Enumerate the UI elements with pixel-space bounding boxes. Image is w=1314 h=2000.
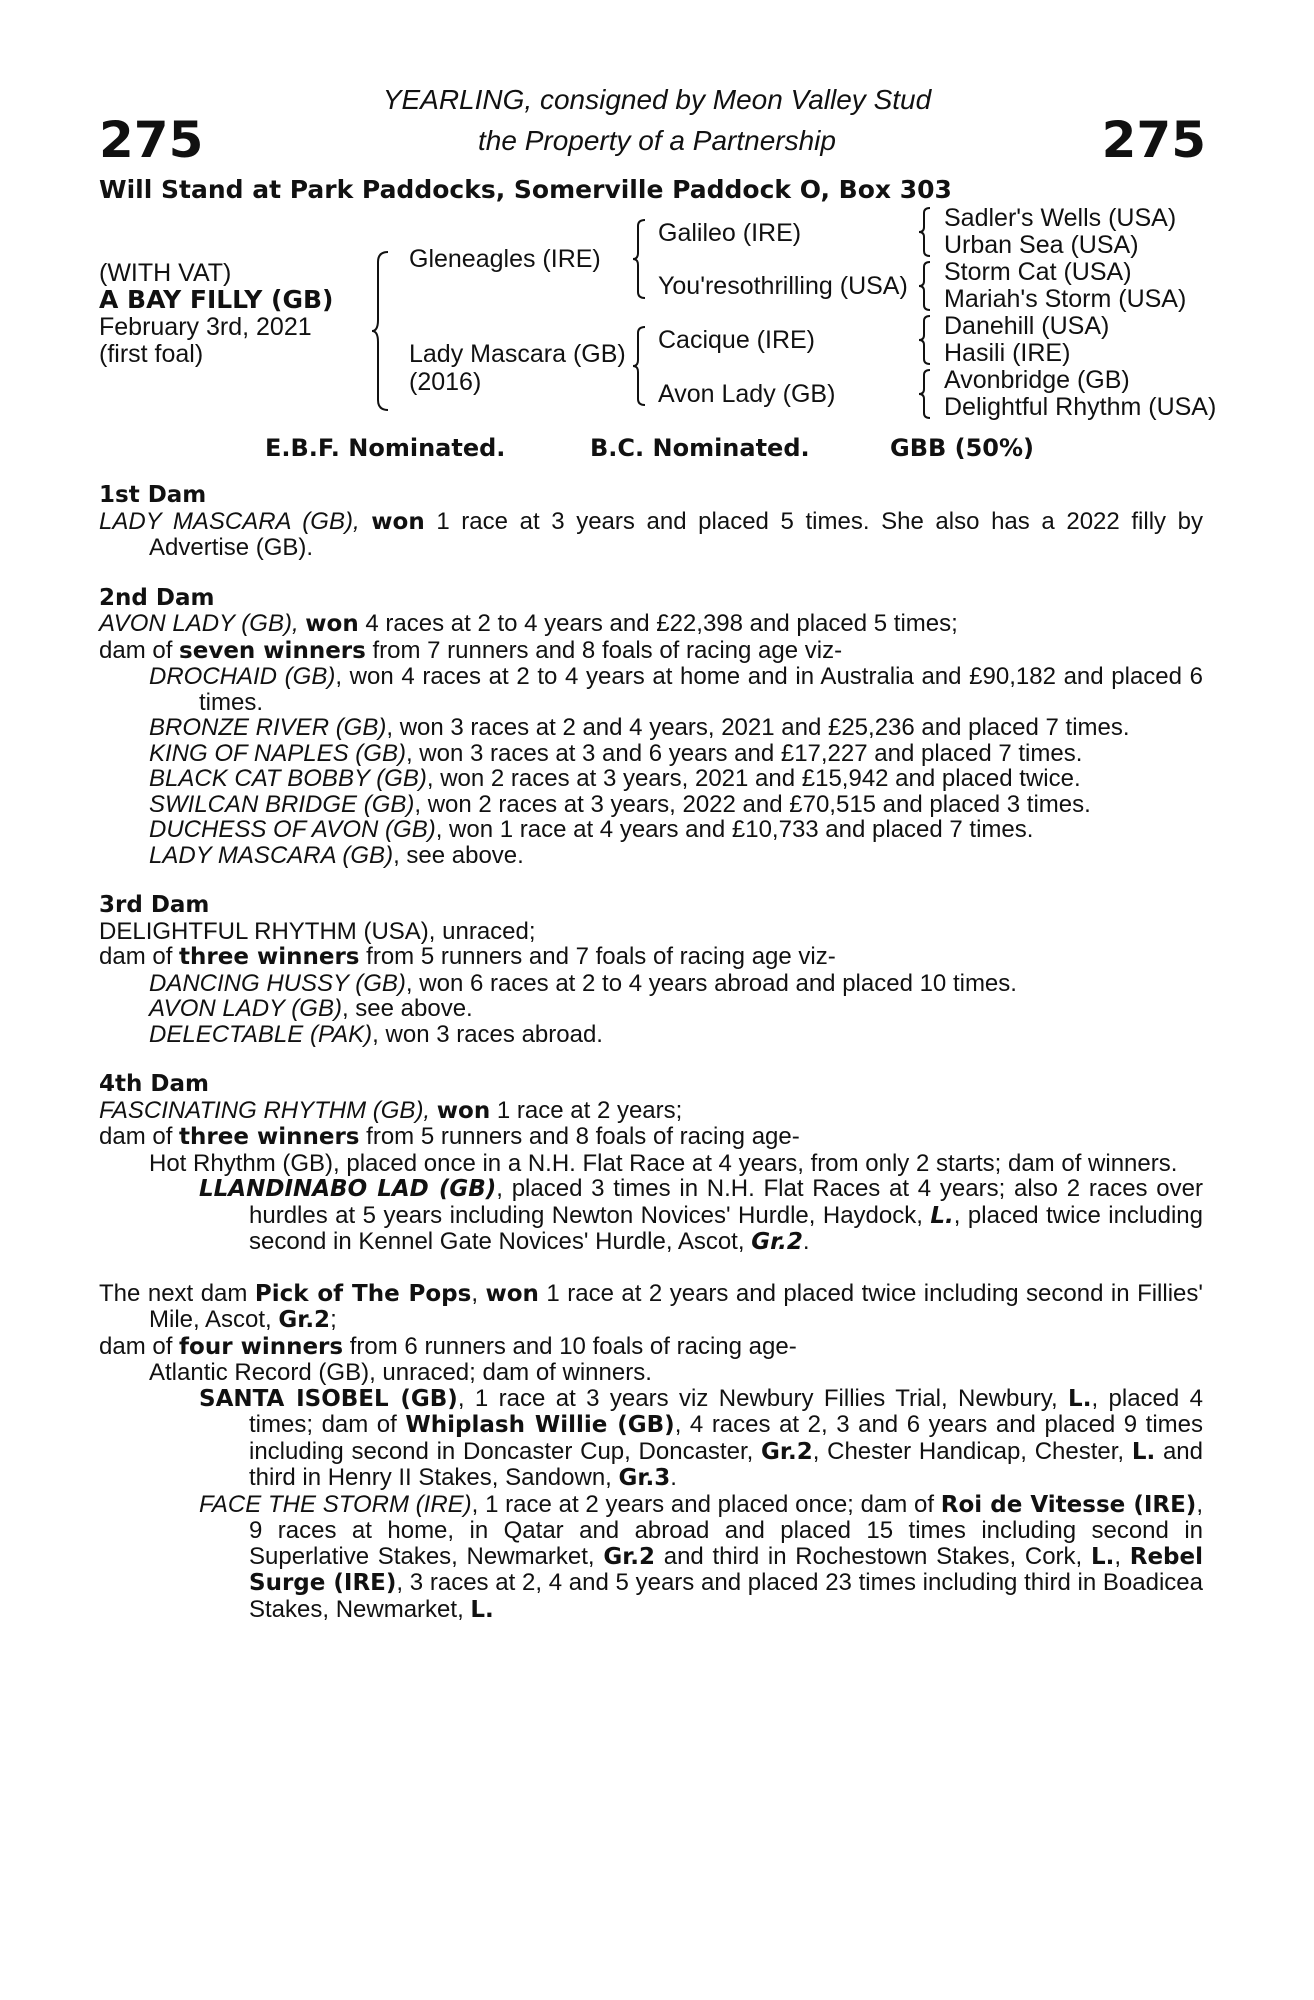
next-dam-text: 1 race at 2 years and placed twice including second in Fillies' Mile, Ascot,: [149, 1279, 1203, 1333]
dam-of-label: dam of: [99, 943, 180, 970]
next-dam-section: [99, 1281, 1203, 1624]
dam: Lady Mascara (GB): [409, 340, 626, 368]
fourth-dam-from: from 5 runners and 8 foals of racing age-: [359, 1123, 800, 1150]
produce-name: LADY MASCARA (GB): [149, 841, 394, 869]
dam-of-label: dam of: [99, 1123, 180, 1150]
produce-name: AVON LADY (GB): [149, 995, 342, 1022]
produce-name: DUCHESS OF AVON (GB): [149, 816, 436, 843]
listed-mark: L.: [1090, 1543, 1115, 1570]
fourth-dam-name: FASCINATING RHYTHM (GB),: [99, 1096, 431, 1124]
consignor-line: YEARLING, consigned by Meon Valley Stud: [382, 84, 932, 115]
pedigree-brace-main: [370, 250, 394, 412]
sire: Gleneagles (IRE): [409, 245, 601, 273]
g-ancestor-2: Urban Sea (USA): [944, 231, 1139, 259]
vat-note: (WITH VAT): [99, 259, 232, 287]
produce-entry: [99, 843, 1203, 869]
fourth-dam-winners: three winners: [179, 1124, 360, 1150]
produce-entry: [99, 817, 1203, 843]
horse-name: A BAY FILLY (GB): [99, 285, 334, 314]
pedigree-brace-g34: [918, 260, 932, 312]
group-mark: Gr.2: [751, 1229, 803, 1255]
dam-of-label: dam of: [99, 636, 180, 664]
bc-nomination: B.C. Nominated.: [590, 434, 810, 462]
roi-de-vitesse-name: Roi de Vitesse (IRE): [940, 1491, 1197, 1518]
next-dam-semi: ;: [330, 1306, 337, 1333]
produce-name: BLACK CAT BOBBY (GB): [149, 765, 427, 792]
produce-entry: [99, 1022, 1203, 1048]
fourth-dam-produce-summary: [99, 1124, 1203, 1151]
next-dam-produce-summary: [99, 1334, 1203, 1361]
llandinabo-lad-entry: [99, 1176, 1203, 1256]
listed-mark: L.: [930, 1202, 954, 1229]
hot-rhythm-entry: Hot Rhythm (GB), placed once in a N.H. Flat Race at 4 years, from only 2 starts; dam of winners.: [149, 1149, 1178, 1177]
next-dam-name: Pick of The Pops: [254, 1280, 472, 1307]
santa-isobel-text: , 4 races at 2, 3 and 6 years and placed 9 times including second in Doncaster Cup, Doncaster,: [249, 1411, 1203, 1465]
second-dam-section: [99, 586, 1203, 869]
llandinabo-lad-text: , placed twice including second in Kennel Gate Novices' Hurdle, Ascot,: [249, 1201, 1203, 1255]
g-ancestor-3: Storm Cat (USA): [944, 258, 1132, 286]
foaling-date: February 3rd, 2021: [99, 313, 312, 341]
produce-name: DROCHAID (GB): [149, 663, 336, 690]
next-dam-won: won: [485, 1280, 539, 1307]
santa-isobel-text: and third in Henry II Stakes, Sandown,: [249, 1437, 1203, 1491]
catalogue-body: [99, 483, 1203, 1648]
stand-location: Will Stand at Park Paddocks, Somerville Paddock O, Box 303: [99, 175, 952, 204]
face-the-storm-name: FACE THE STORM (IRE): [199, 1490, 472, 1518]
third-dam-section: [99, 893, 1203, 1047]
group-mark: Gr.2: [761, 1438, 813, 1465]
pedigree-brace-dam: [632, 325, 648, 407]
second-dam-winners: seven winners: [179, 637, 366, 664]
g-ancestor-6: Hasili (IRE): [944, 339, 1071, 367]
face-the-storm-text: and third in Rochestown Stakes, Cork,: [655, 1542, 1091, 1570]
produce-entry: [99, 766, 1203, 792]
first-dam-section: [99, 483, 1203, 561]
first-dam-text: 1 race at 3 years and placed 5 times. She also has a 2022 filly by Advertise (GB).: [149, 507, 1203, 561]
fourth-dam-heading: 4th Dam: [99, 1071, 209, 1097]
group-mark: Gr.3: [618, 1465, 671, 1491]
first-dam-heading: 1st Dam: [99, 482, 207, 508]
next-dam-winners: four winners: [179, 1333, 344, 1360]
produce-entry: [99, 715, 1203, 741]
produce-text: , won 1 race at 4 years and £10,733 and placed 7 times.: [435, 816, 1034, 843]
santa-isobel-text: , placed 4 times; dam of: [249, 1384, 1204, 1438]
sire-sire: Galileo (IRE): [658, 219, 802, 247]
whiplash-willie-name: Whiplash Willie (GB): [405, 1412, 675, 1438]
fourth-dam-text: 1 race at 2 years;: [490, 1096, 683, 1124]
lot-number-right: 275: [1101, 111, 1206, 169]
pedigree-brace-g56: [918, 314, 932, 366]
dam-dam: Avon Lady (GB): [658, 380, 836, 408]
santa-isobel-entry: [99, 1386, 1203, 1492]
produce-name: BRONZE RIVER (GB): [149, 714, 387, 741]
next-dam-sep: ,: [471, 1279, 486, 1307]
produce-text: , won 3 races at 3 and 6 years and £17,227 and placed 7 times.: [405, 739, 1083, 767]
pedigree-brace-g12: [918, 206, 932, 258]
next-dam-from: from 6 runners and 10 foals of racing age-: [343, 1332, 797, 1360]
face-the-storm-entry: [99, 1492, 1203, 1624]
santa-isobel-text: , 1 race at 3 years viz Newbury Fillies Trial, Newbury,: [457, 1384, 1069, 1412]
santa-isobel-end: .: [670, 1464, 677, 1491]
listed-mark: L.: [1131, 1438, 1156, 1465]
group-mark: Gr.2: [278, 1307, 331, 1333]
produce-entry: [99, 792, 1203, 818]
santa-isobel-text: , Chester Handicap, Chester,: [812, 1437, 1132, 1465]
fourth-dam-record: [99, 1098, 1203, 1125]
group-mark: Gr.2: [603, 1543, 655, 1570]
third-dam-record: DELIGHTFUL RHYTHM (USA), unraced;: [99, 917, 536, 945]
first-dam-record: [99, 509, 1203, 561]
face-the-storm-text: , 9 races at home, in Qatar and abroad and placed 15 times including second in Superlative Stakes, Newmarket,: [249, 1490, 1203, 1570]
second-dam-name: AVON LADY (GB),: [99, 610, 299, 637]
third-dam-winners: three winners: [179, 944, 360, 970]
produce-name: DELECTABLE (PAK): [149, 1020, 373, 1048]
produce-name: KING OF NAPLES (GB): [149, 739, 406, 767]
property-line: the Property of a Partnership: [478, 125, 836, 156]
produce-name: SWILCAN BRIDGE (GB): [149, 790, 415, 818]
produce-text: , won 3 races at 2 and 4 years, 2021 and £25,236 and placed 7 times.: [386, 714, 1130, 741]
third-dam-heading: 3rd Dam: [99, 892, 210, 918]
second-dam-text: 4 races at 2 to 4 years and £22,398 and placed 5 times;: [358, 610, 958, 637]
produce-text: , won 2 races at 3 years, 2022 and £70,515 and placed 3 times.: [414, 790, 1091, 818]
produce-text: , see above.: [393, 841, 524, 869]
second-dam-won: won: [305, 611, 359, 637]
pedigree-brace-sire: [632, 218, 648, 300]
face-the-storm-text: , 3 races at 2, 4 and 5 years and placed 23 times including third in Boadicea Stakes, Newmarket,: [249, 1569, 1203, 1623]
g-ancestor-8: Delightful Rhythm (USA): [944, 393, 1217, 421]
first-foal-note: (first foal): [99, 340, 204, 368]
rebel-surge-name: Rebel Surge (IRE): [249, 1543, 1204, 1596]
first-dam-won: won: [371, 508, 425, 535]
face-the-storm-text: , 1 race at 2 years and placed once; dam of: [471, 1490, 941, 1518]
llandinabo-lad-text: , placed 3 times in N.H. Flat Races at 4 years; also 2 races over hurdles at 5 years including Newton Novices' Hurdle, Haydock,: [249, 1175, 1203, 1229]
g-ancestor-4: Mariah's Storm (USA): [944, 285, 1187, 313]
produce-text: , won 2 races at 3 years, 2021 and £15,942 and placed twice.: [426, 765, 1081, 792]
first-dam-name: LADY MASCARA (GB),: [99, 507, 360, 535]
pedigree-brace-g78: [918, 368, 932, 420]
g-ancestor-7: Avonbridge (GB): [944, 366, 1130, 394]
listed-mark: L.: [470, 1596, 494, 1623]
g-ancestor-5: Danehill (USA): [944, 312, 1110, 340]
ebf-nomination: E.B.F. Nominated.: [265, 434, 506, 462]
lot-number-left: 275: [99, 111, 204, 169]
produce-entry: [99, 664, 1203, 715]
listed-mark: L.: [1068, 1385, 1092, 1412]
second-dam-heading: 2nd Dam: [99, 584, 215, 611]
second-dam-produce-summary: [99, 638, 1203, 665]
dam-sire: Cacique (IRE): [658, 326, 815, 354]
llandinabo-lad-name: LLANDINABO LAD (GB): [199, 1176, 497, 1202]
third-dam-produce-summary: [99, 944, 1203, 971]
second-dam-record: [99, 611, 1203, 638]
next-dam-intro: The next dam: [99, 1279, 255, 1307]
produce-name: DANCING HUSSY (GB): [149, 969, 406, 997]
fourth-dam-won: won: [436, 1097, 491, 1124]
second-dam-from: from 7 runners and 8 foals of racing age viz-: [365, 636, 843, 664]
next-dam-record: [99, 1281, 1203, 1334]
g-ancestor-1: Sadler's Wells (USA): [944, 204, 1177, 232]
produce-entry: [99, 741, 1203, 767]
produce-text: , won 4 races at 2 to 4 years at home and in Australia and £90,182 and placed 6 times.: [199, 663, 1203, 716]
atlantic-record-entry: Atlantic Record (GB), unraced; dam of winners.: [149, 1359, 652, 1386]
produce-entry: [99, 996, 1203, 1022]
gbb-status: GBB (50%): [890, 434, 1035, 462]
santa-isobel-name: SANTA ISOBEL (GB): [199, 1385, 458, 1412]
dam-of-label: dam of: [99, 1332, 180, 1360]
face-the-storm-sep: ,: [1114, 1542, 1130, 1570]
sire-dam: You'resothrilling (USA): [658, 272, 908, 300]
produce-text: , see above.: [341, 995, 473, 1022]
fourth-dam-section: [99, 1072, 1203, 1256]
produce-entry: [99, 971, 1203, 997]
dam-year: (2016): [409, 368, 482, 396]
produce-text: , won 3 races abroad.: [372, 1020, 603, 1048]
llandinabo-lad-end: .: [802, 1228, 810, 1255]
produce-text: , won 6 races at 2 to 4 years abroad and placed 10 times.: [405, 969, 1017, 997]
third-dam-from: from 5 runners and 7 foals of racing age viz-: [359, 943, 836, 970]
